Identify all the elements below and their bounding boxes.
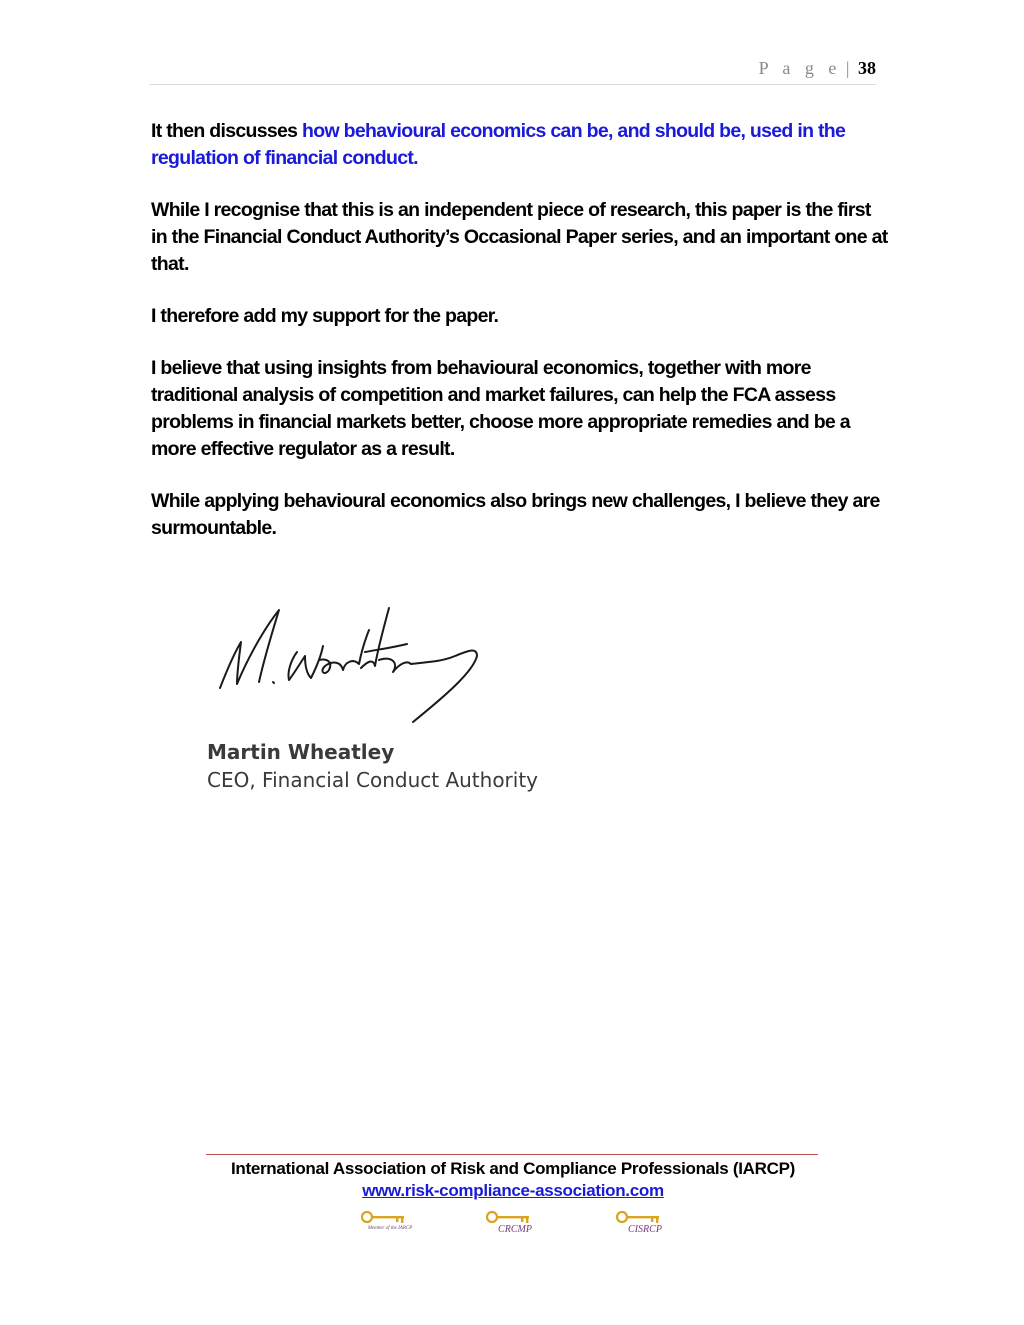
badge-label: Member of the IARCP xyxy=(367,1226,413,1231)
key-icon xyxy=(360,1210,410,1224)
paragraph-intro xyxy=(151,118,891,172)
paragraph-support: I therefore add my support for the paper. xyxy=(151,305,499,327)
document-body xyxy=(151,118,891,567)
footer-website-link[interactable]: www.risk-compliance-association.com xyxy=(362,1181,664,1200)
iarcp-member-badge xyxy=(360,1210,420,1240)
page-label: P a g e xyxy=(758,58,842,78)
page-separator: | xyxy=(845,58,850,78)
page-header xyxy=(150,58,876,85)
paragraph-recognition: While I recognise that this is an independent piece of research, this paper is the first in the Financial Conduct Authority’s Occasional Paper series, and an important one at that. xyxy=(151,199,888,275)
signatory-title: CEO, Financial Conduct Authority xyxy=(207,768,539,792)
footer-organization: International Association of Risk and Compliance Professionals (IARCP) xyxy=(230,1159,796,1178)
cisrcp-badge xyxy=(615,1210,675,1240)
footer-divider xyxy=(206,1154,818,1155)
page-number: 38 xyxy=(858,58,876,78)
highlighted-text: how behavioural economics can be, and should be, used in the regulation of financial conduct. xyxy=(151,120,846,169)
key-icon xyxy=(615,1210,665,1224)
badge-label: CISRCP xyxy=(628,1224,662,1235)
handwritten-signature xyxy=(215,600,485,730)
signatory-name: Martin Wheatley xyxy=(207,740,395,764)
intro-text: It then discusses xyxy=(151,120,303,142)
badge-label: CRCMP xyxy=(498,1224,532,1235)
paragraph-challenges: While applying behavioural economics also brings new challenges, I believe they are surmountable. xyxy=(151,490,880,539)
crcmp-badge xyxy=(485,1210,545,1240)
key-icon xyxy=(485,1210,535,1224)
paragraph-insights: I believe that using insights from behavioural economics, together with more traditional analysis of competition and market failures, can help the FCA assess problems in financial markets better, choose more appropriate remedies and be a more effective regulator as a result. xyxy=(151,357,850,460)
